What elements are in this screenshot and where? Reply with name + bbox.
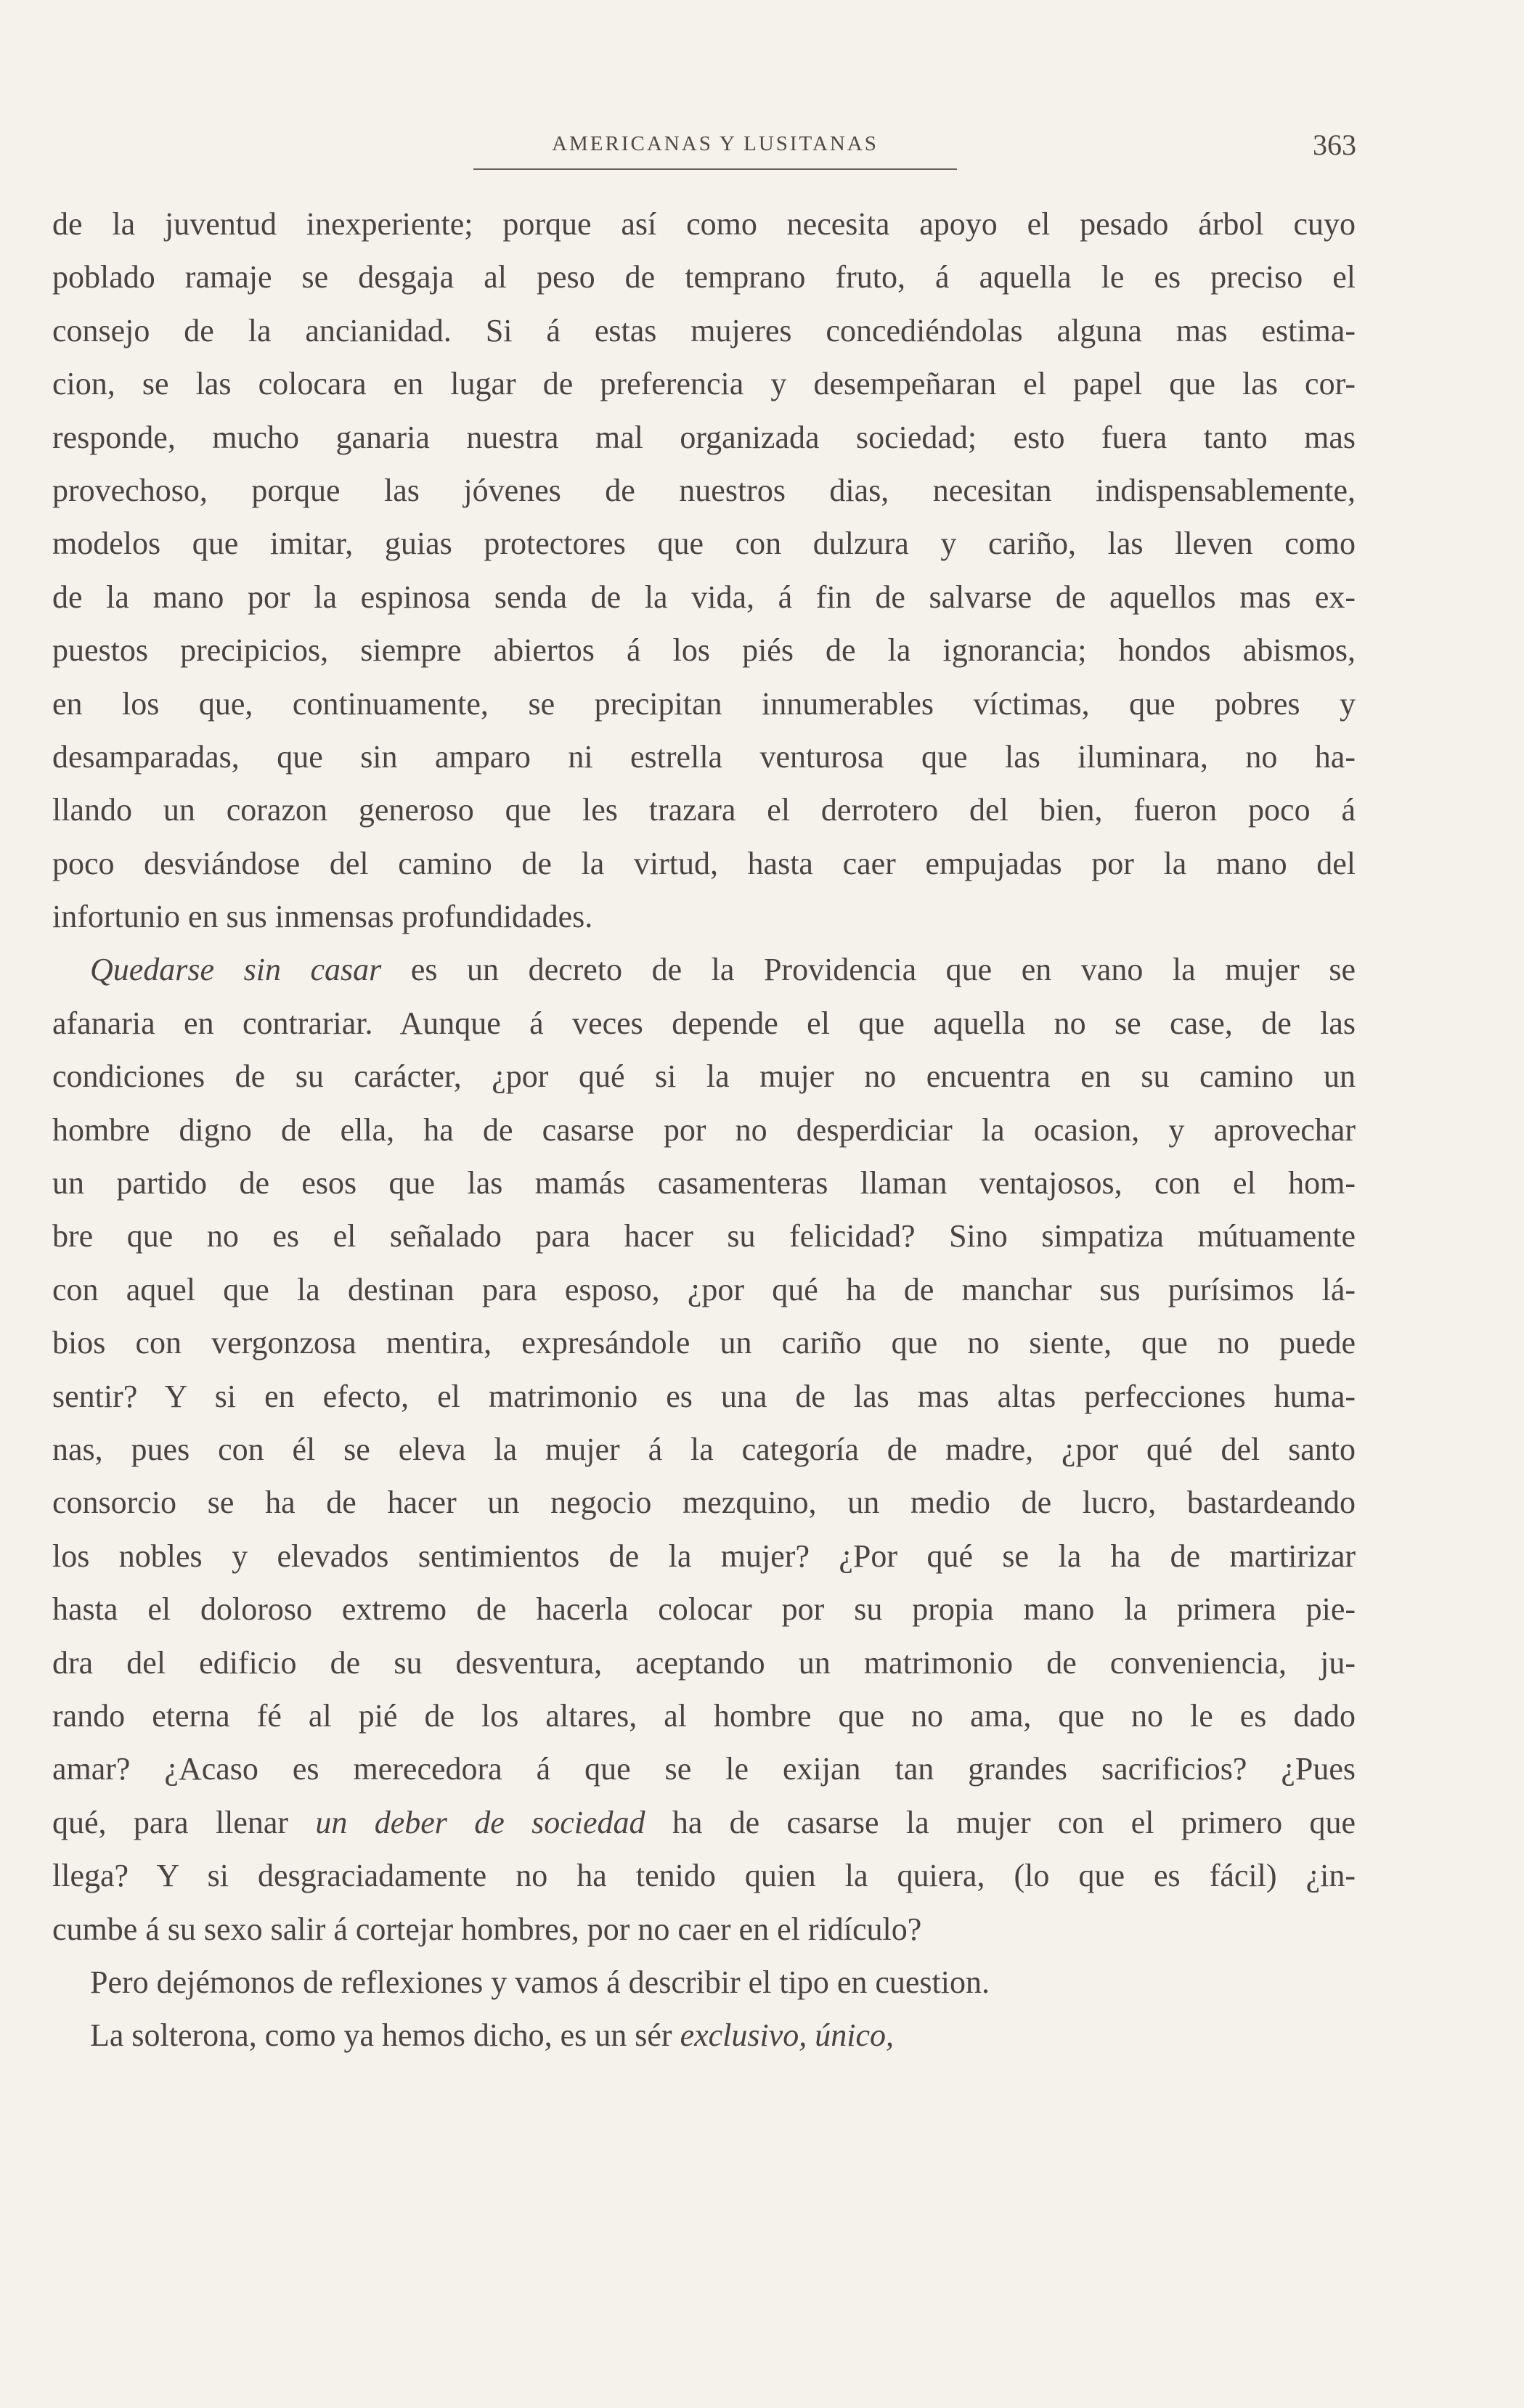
text-line: consejo de la ancianidad. Si á estas mujeres concediéndolas alguna mas estima- (52, 312, 1356, 348)
text-line: hombre digno de ella, ha de casarse por no desperdiciar la ocasion, y aprovechar (52, 1111, 1356, 1148)
text-line: cumbe á su sexo salir á cortejar hombres, por no caer en el ridículo? (52, 1911, 922, 1947)
text-line: de la mano por la espinosa senda de la vida, á fin de salvarse de aquellos mas ex- (52, 579, 1356, 615)
text-line: sentir? Y si en efecto, el matrimonio es una de las mas altas perfecciones huma- (52, 1378, 1356, 1414)
text-line: con aquel que la destinan para esposo, ¿por qué ha de manchar sus purísimos lá- (52, 1271, 1356, 1307)
text-line (52, 1796, 1356, 1849)
text-line: poco desviándose del camino de la virtud, hasta caer empujadas por la mano del (52, 845, 1356, 881)
text-run: La solterona, como ya hemos dicho, es un sér (90, 2017, 680, 2054)
text-line: cion, se las colocara en lugar de preferencia y desempeñaran el papel que las cor- (52, 366, 1356, 402)
text-line: responde, mucho ganaria nuestra mal organizada sociedad; esto fuera tanto mas (52, 419, 1356, 455)
text-line: nas, pues con él se eleva la mujer á la categoría de madre, ¿por qué del santo (52, 1431, 1356, 1467)
text-line: condiciones de su carácter, ¿por qué si la mujer no encuentra en su camino un (52, 1058, 1356, 1095)
text-run: ha de casarse la mujer con el primero que (645, 1804, 1356, 1840)
text-line: bre que no es el señalado para hacer su felicidad? Sino simpatiza mútuamente (52, 1218, 1356, 1254)
text-line: dra del edificio de su desventura, aceptando un matrimonio de conveniencia, ju- (52, 1644, 1356, 1681)
paragraph-first-line (52, 2009, 1356, 2062)
text-line: poblado ramaje se desgaja al peso de temprano fruto, á aquella le es preciso el (52, 259, 1356, 295)
text-line: rando eterna fé al pié de los altares, al hombre que no ama, que no le es dado (52, 1697, 1356, 1734)
text-line: bios con vergonzosa mentira, expresándole un cariño que no siente, que no puede (52, 1325, 1356, 1361)
text-line: llega? Y si desgraciadamente no ha tenido quien la quiera, (lo que es fácil) ¿in- (52, 1858, 1356, 1894)
text-run: qué, para llenar (52, 1804, 316, 1840)
text-line: desamparadas, que sin amparo ni estrella venturosa que las iluminara, no ha- (52, 738, 1356, 775)
text-line: llando un corazon generoso que les trazara el derrotero del bien, fueron poco á (52, 792, 1356, 828)
text-line: provechoso, porque las jóvenes de nuestros dias, necesitan indispensablemente, (52, 472, 1356, 508)
italic-phrase: un deber de sociedad (315, 1804, 645, 1840)
text-line: afanaria en contrariar. Aunque á veces depende el que aquella no se case, de las (52, 1005, 1356, 1041)
text-line: un partido de esos que las mamás casamenteras llaman ventajosos, con el hom- (52, 1165, 1356, 1201)
text-line: modelos que imitar, guias protectores que con dulzura y cariño, las lleven como (52, 526, 1356, 562)
text-line: los nobles y elevados sentimientos de la mujer? ¿Por qué se la ha de martirizar (52, 1538, 1356, 1574)
italic-phrase: Quedarse sin casar (90, 952, 382, 988)
text-run: es un decreto de la Providencia que en vano la mujer se (381, 952, 1356, 988)
text-line: de la juventud inexperiente; porque así como necesita apoyo el pesado árbol cuyo (52, 206, 1356, 242)
text-line: amar? ¿Acaso es merecedora á que se le exijan tan grandes sacrificios? ¿Pues (52, 1751, 1356, 1787)
text-line: infortunio en sus inmensas profundidades. (52, 899, 593, 935)
text-line: en los que, continuamente, se precipitan innumerables víctimas, que pobres y (52, 685, 1356, 722)
body-text (52, 197, 1356, 2062)
header-rule (473, 168, 957, 170)
page-number: 363 (1313, 128, 1356, 161)
running-title: AMERICANAS Y LUSITANAS (552, 132, 879, 155)
text-line: puestos precipicios, siempre abiertos á los piés de la ignorancia; hondos abismos, (52, 632, 1356, 669)
text-line: consorcio se ha de hacer un negocio mezquino, un medio de lucro, bastardeando (52, 1485, 1356, 1521)
paragraph-first-line: Pero dejémonos de reflexiones y vamos á describir el tipo en cuestion. (90, 1964, 990, 2000)
text-line: hasta el doloroso extremo de hacerla colocar por su propia mano la primera pie- (52, 1591, 1356, 1628)
paragraph-first-line (52, 943, 1356, 996)
italic-phrase: exclusivo, único, (680, 2017, 895, 2054)
